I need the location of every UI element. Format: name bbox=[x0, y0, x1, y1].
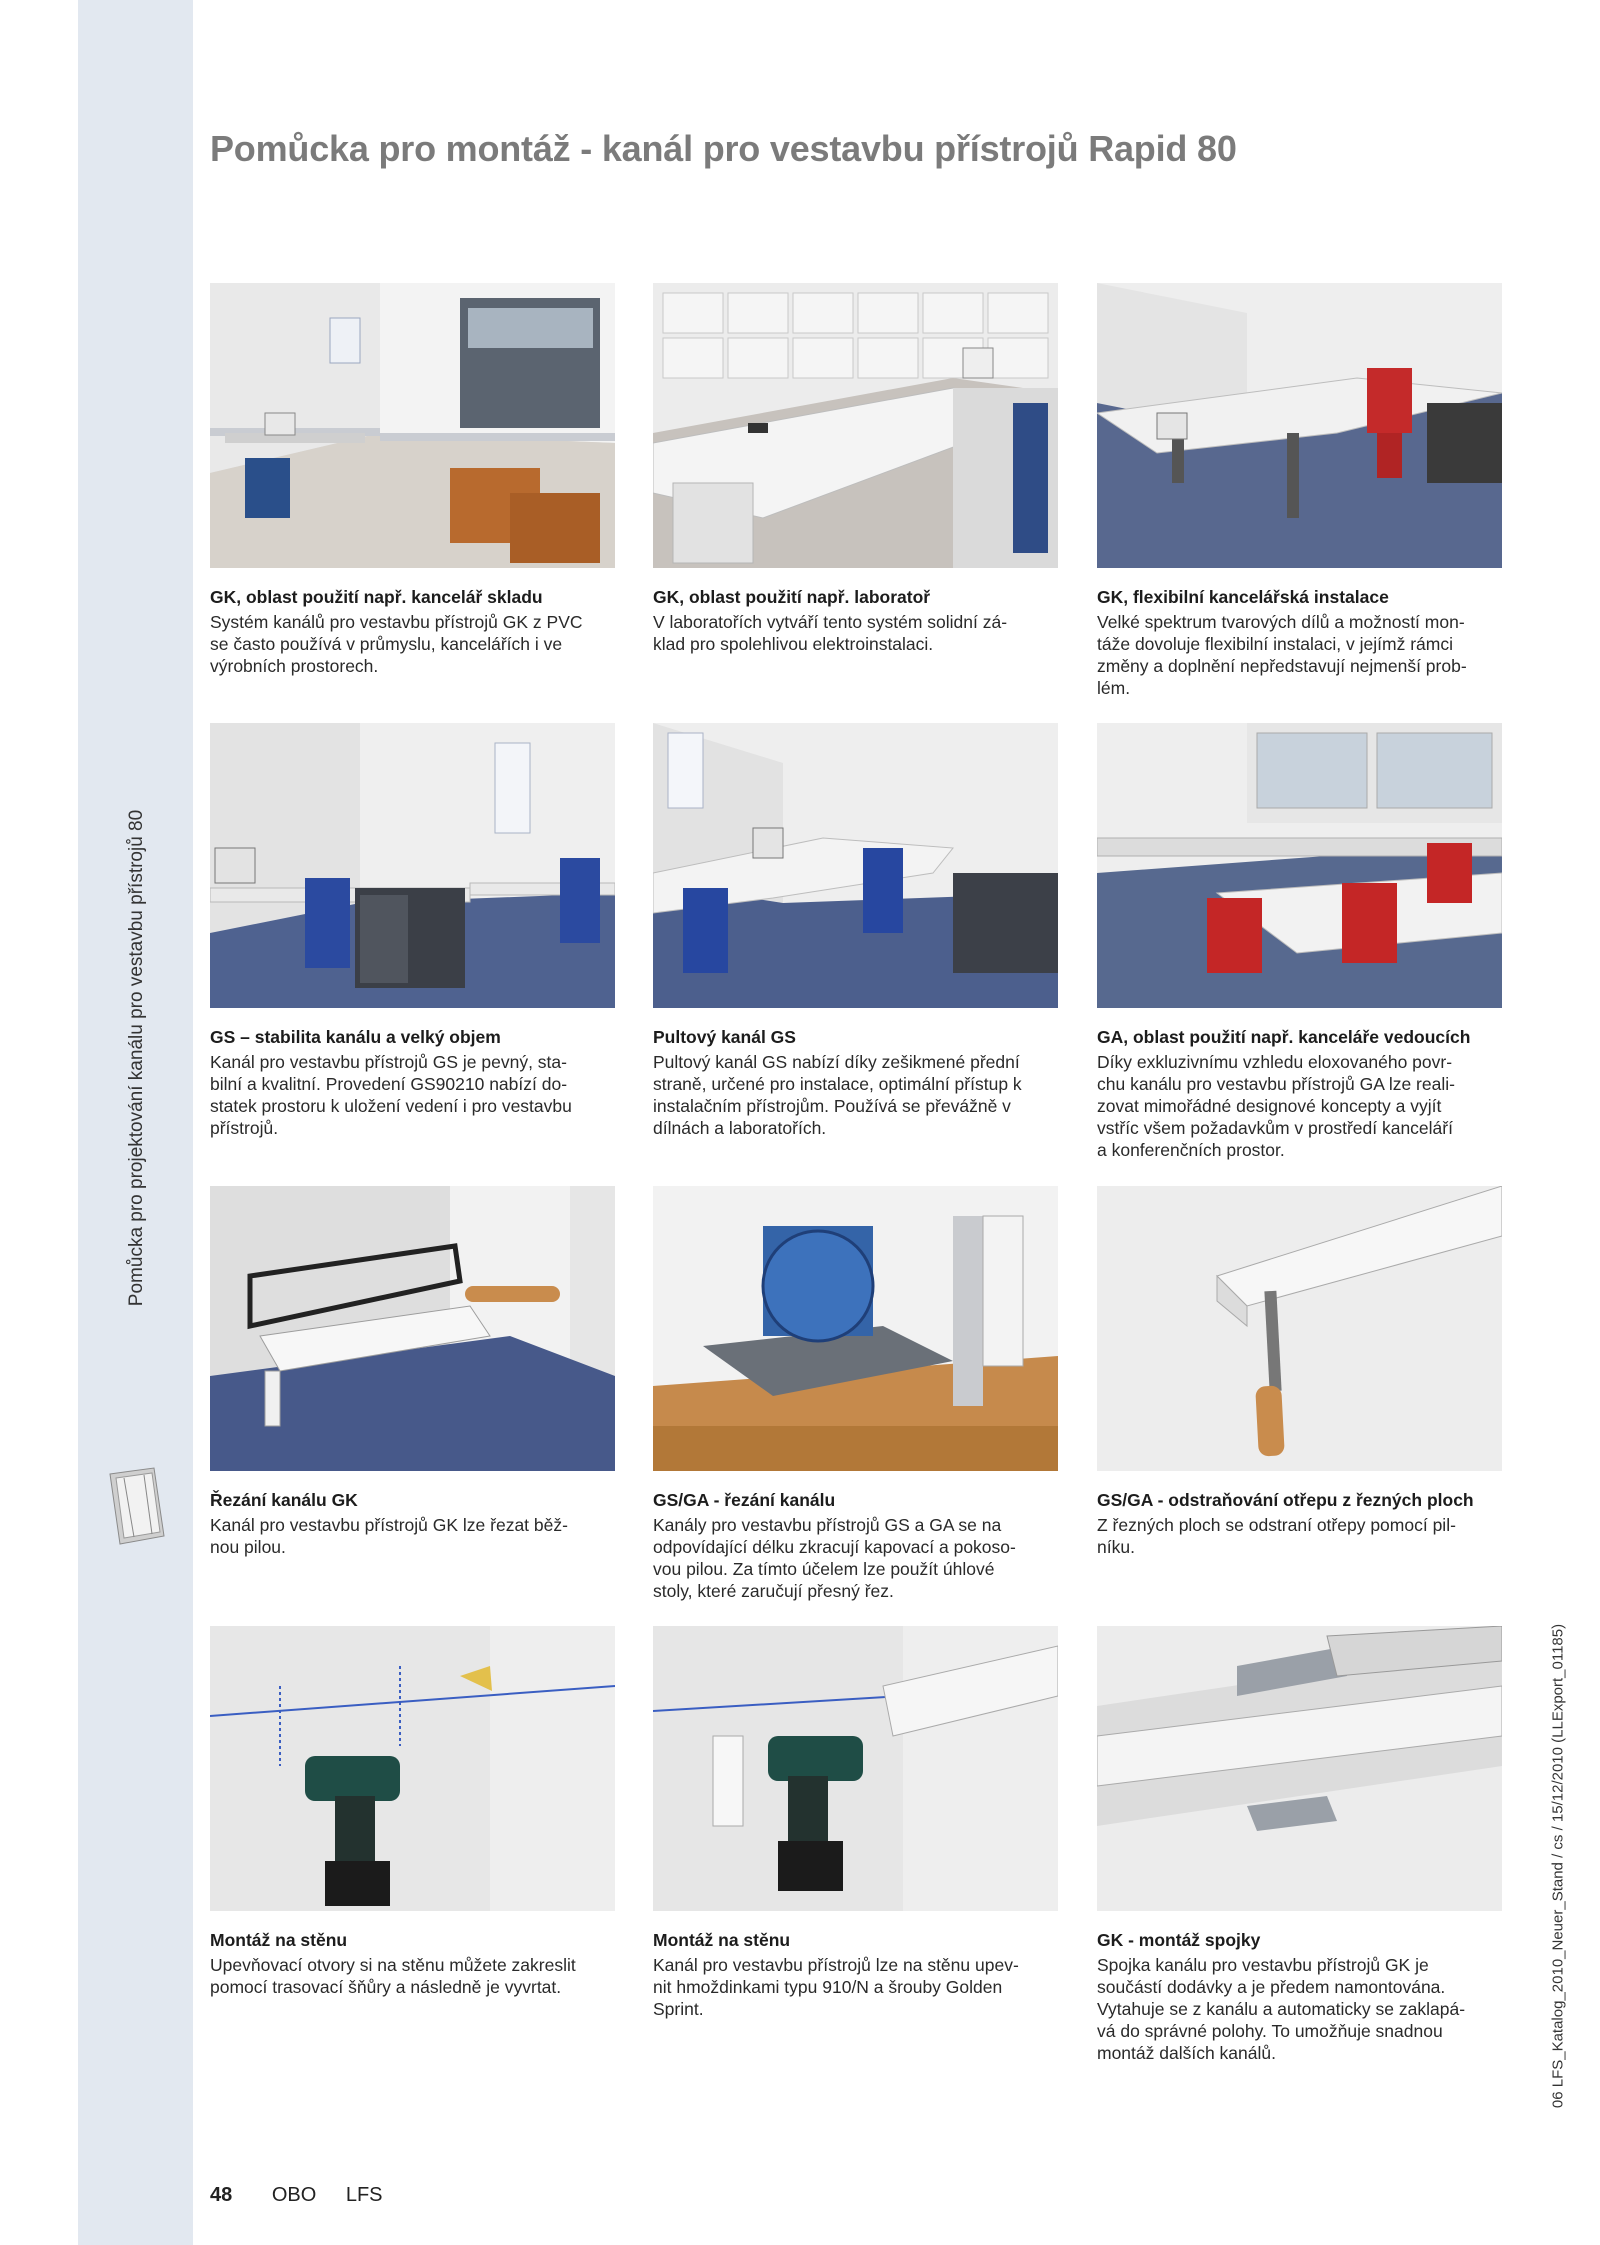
item-gk-coupling bbox=[1097, 1626, 1502, 2064]
photo-coupling-mount bbox=[1097, 1626, 1502, 1911]
photo-gs-office bbox=[210, 723, 615, 1008]
item-text: Spojka kanálu pro vestavbu přístrojů GK je součástí dodávky a je předem namontována. Vytahuje se z kanálu a automaticky se zaklapá- vá do správné polohy. To umožňuje snadnou montáž dalších kanálů. bbox=[1097, 1955, 1466, 2063]
photo-miter-saw bbox=[653, 1186, 1058, 1471]
item-text: Systém kanálů pro vestavbu přístrojů GK z PVC se často používá v průmyslu, kancelářích i ve výrobních prostorech. bbox=[210, 612, 583, 676]
photo-wall-anchors bbox=[653, 1626, 1058, 1911]
item-text: Díky exkluzivnímu vzhledu eloxovaného povr- chu kanálu pro vestavbu přístrojů GA lze reali- zovat mimořádné designové koncepty a vyjít vstříc všem požadavkům v prostředí kanceláří a konferenčních prostor. bbox=[1097, 1052, 1455, 1160]
item-ga-executive bbox=[1097, 723, 1502, 1161]
item-heading: Řezání kanálu GK bbox=[210, 1490, 358, 1510]
item-heading: GS/GA - řezání kanálu bbox=[653, 1490, 836, 1510]
item-text: Z řezných ploch se odstraní otřepy pomocí pil- níku. bbox=[1097, 1515, 1456, 1557]
item-heading: Montáž na stěnu bbox=[210, 1930, 348, 1950]
photo-pult-desk bbox=[653, 723, 1058, 1008]
item-deburring bbox=[1097, 1186, 1502, 1558]
page-title: Pomůcka pro montáž - kanál pro vestavbu přístrojů Rapid 80 bbox=[210, 128, 1237, 169]
item-text: Kanál pro vestavbu přístrojů GK lze řezat běž- nou pilou. bbox=[210, 1515, 568, 1557]
export-reference: 06 LFS_Katalog_2010_Neuer_Stand / cs / 15/12/2010 (LLExport_01185) bbox=[1549, 1623, 1567, 2109]
chapter-side-label: Pomůcka pro projektování kanálu pro vestavbu přístrojů 80 bbox=[126, 809, 147, 1307]
item-text: Velké spektrum tvarových dílů a možností mon- táže dovoluje flexibilní instalaci, v jejímž rámci změny a doplnění nepředstavují nejmenší prob- lém. bbox=[1097, 612, 1467, 698]
item-gk-cutting bbox=[210, 1186, 615, 1558]
item-heading: GS/GA - odstraňování otřepu z řezných ploch bbox=[1097, 1490, 1474, 1510]
item-wall-mount-anchors bbox=[653, 1626, 1058, 2020]
item-wall-mount-drilling bbox=[210, 1626, 615, 1998]
product-line: LFS bbox=[345, 2184, 383, 2206]
photo-ga-conference bbox=[1097, 723, 1502, 1008]
cable-channel-icon bbox=[104, 1466, 170, 1546]
photo-warehouse-office bbox=[210, 283, 615, 568]
item-text: V laboratořích vytváří tento systém solidní zá- klad pro spolehlivou elektroinstalaci. bbox=[653, 612, 1008, 654]
item-heading: GK, flexibilní kancelářská instalace bbox=[1097, 587, 1389, 607]
item-text: Upevňovací otvory si na stěnu můžete zakreslit pomocí trasovací šňůry a následně je vyvrtat. bbox=[210, 1955, 576, 1997]
photo-wall-drilling bbox=[210, 1626, 615, 1911]
item-heading: GS – stabilita kanálu a velký objem bbox=[210, 1027, 501, 1047]
photo-flexible-office bbox=[1097, 283, 1502, 568]
item-warehouse-office bbox=[210, 283, 615, 677]
item-flexible-office bbox=[1097, 283, 1502, 699]
item-heading: GK - montáž spojky bbox=[1097, 1930, 1261, 1950]
item-heading: GA, oblast použití např. kanceláře vedoucích bbox=[1097, 1027, 1471, 1047]
page-footer bbox=[210, 2184, 383, 2207]
item-text: Kanál pro vestavbu přístrojů GS je pevný, sta- bilní a kvalitní. Provedení GS90210 nabízí do- statek prostoru k uložení vedení i pro vestavbu přístrojů. bbox=[210, 1052, 572, 1138]
item-gs-stability bbox=[210, 723, 615, 1139]
item-heading: Pultový kanál GS bbox=[653, 1027, 796, 1047]
item-heading: GK, oblast použití např. kancelář skladu bbox=[210, 587, 543, 607]
item-text: Kanály pro vestavbu přístrojů GS a GA se na odpovídající délku zkracují kapovací a pokoso- vou pilou. Za tímto účelem lze použít úhlové stoly, které zaručují přesný řez. bbox=[653, 1515, 1016, 1601]
photo-hacksaw-cutting bbox=[210, 1186, 615, 1471]
brand-name: OBO bbox=[271, 2184, 317, 2206]
item-text: Kanál pro vestavbu přístrojů lze na stěnu upev- nit hmoždinkami typu 910/N a šrouby Golden Sprint. bbox=[653, 1955, 1019, 2019]
item-heading: GK, oblast použití např. laboratoř bbox=[653, 587, 931, 607]
item-pult-channel bbox=[653, 723, 1058, 1139]
photo-laboratory bbox=[653, 283, 1058, 568]
item-text: Pultový kanál GS nabízí díky zešikmené přední straně, určené pro instalace, optimální přístup k instalačním přístrojům. Používá se převážně v dílnách a laboratořích. bbox=[653, 1052, 1022, 1138]
item-laboratory bbox=[653, 283, 1058, 655]
photo-deburring-file bbox=[1097, 1186, 1502, 1471]
item-heading: Montáž na stěnu bbox=[653, 1930, 791, 1950]
item-gs-ga-cutting bbox=[653, 1186, 1058, 1602]
page-number: 48 bbox=[210, 2184, 233, 2206]
